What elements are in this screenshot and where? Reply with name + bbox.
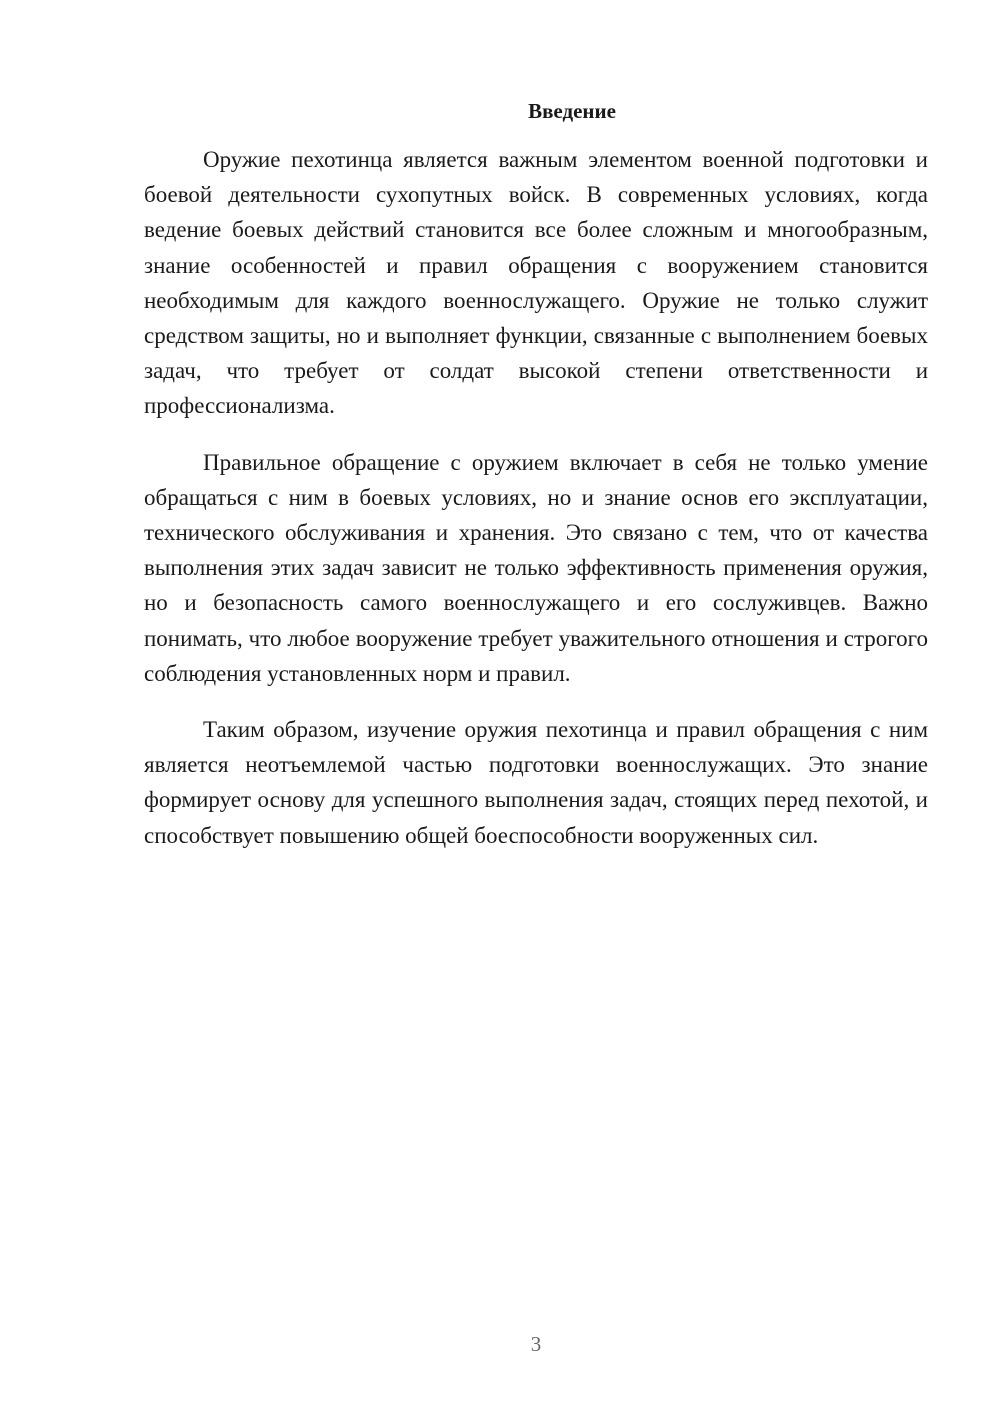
paragraph-2: Правильное обращение с оружием включает в себя не только умение обращаться с ним в боевых условиях, но и знание основ его эксплуатации, технического обслуживания и хранения. Это связано с тем, что от качества выполнения этих задач зависит не только эффективность применения оружия, но и безопасность самого военнослужащего и его сослуживцев. Важно понимать, что любое вооружение требует уважительного отношения и строгого соблюдения установленных норм и правил. (144, 449, 928, 686)
section-heading: Введение (528, 99, 616, 123)
paragraph-3: Таким образом, изучение оружия пехотинца и правил обращения с ним является неотъемлемой частью подготовки военнослужащих. Это знание формирует основу для успешного выполнения задач, стоящих перед пехотой, и способствует повышению общей боеспособности вооруженных сил. (144, 717, 928, 848)
document-body (144, 96, 928, 853)
page-number: 3 (530, 1332, 542, 1356)
paragraph-1: Оружие пехотинца является важным элементом военной подготовки и боевой деятельности сухопутных войск. В современных условиях, когда ведение боевых действий становится все более сложным и многообразным, знание особенностей и правил обращения с вооружением становится необходимым для каждого военнослужащего. Оружие не только служит средством защиты, но и выполняет функции, связанные с выполнением боевых задач, что требует от солдат высокой степени ответственности и профессионализма. (144, 147, 928, 419)
